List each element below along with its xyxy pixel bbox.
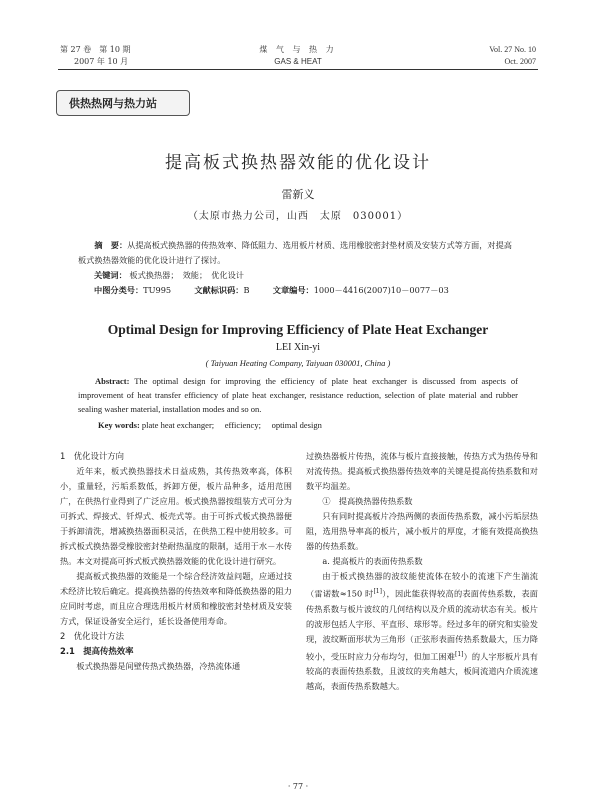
volume-issue-en: Vol. 27 No. 10: [489, 45, 536, 54]
journal-name-cn: 煤 气 与 热 力: [259, 45, 337, 54]
subheading-item-1: ① 提高换热器传热系数: [322, 496, 413, 506]
keywords-en: [98, 418, 518, 432]
paragraph: 只有同时提高板片冷热两侧的表面传热系数，减小污垢层热阻，选用热导率高的板片，减小板片的厚度，才能有效提高换热器的传热系数。: [306, 511, 538, 551]
abstract-en-text: The optimal design for improving the efficiency of plate heat exchanger is discussed from aspects of improvement of heat transfer efficiency of plate heat exchanger, resistance reduction, selection of plate material and rubber sealing washer material, installation modes and so on.: [78, 376, 518, 414]
keywords-en-text: plate heat exchanger; efficiency; optimal design: [141, 420, 322, 430]
affiliation-cn: （太原市热力公司，山西 太原 030001）: [187, 211, 409, 222]
abstract-en-label: Abstract:: [95, 376, 130, 386]
text-run: ），因此能获得较高的表面传热系数，表面传热系数与板片波纹的几何结构以及介质的流动状态有关。板片的波形包括人字形、平直形、球形等。经过多年的研究和实验发现，波纹断面形状为三角形（正弦形表面传热系数最大，压力降较小，受压时应力分布均匀，但加工困难: [306, 588, 538, 662]
doc-code-value: B: [243, 285, 250, 295]
right-column: [306, 449, 538, 694]
article-no-value: 1000－4416(2007)10－0077－03: [313, 285, 449, 295]
abstract-en: [78, 374, 518, 416]
text-run: 由于板式换热器的波纹能使流体在较小的流速下产生湍流（雷诺数≈150 时: [306, 571, 538, 599]
page-number: · 77 ·: [287, 782, 309, 791]
section-heading-2: 2 优化设计方法: [60, 631, 124, 641]
abstract-cn: [78, 238, 518, 267]
article-no-label: 文章编号：: [272, 285, 314, 295]
keywords-cn-text: 板式换热器； 效能； 优化设计: [129, 270, 244, 280]
paragraph: 提高板式换热器的效能是一个综合经济效益问题，应通过技术经济比较后确定。提高换热器的传热效率和降低换热器的阻力应同时考虑，而且应合理选用板片材质和橡胶密封垫材质及安装方式，保证设备安全运行，延长设备使用寿命。: [60, 571, 292, 626]
paragraph: 板式换热器是间壁传热式换热器，冷热流体通: [76, 661, 241, 671]
citation-ref: [1]: [373, 588, 382, 595]
date-cn: 2007 年 10 月: [74, 57, 129, 66]
keywords-en-label: Key words:: [98, 420, 140, 430]
subheading-item-a: a. 提高板片的表面传热系数: [322, 556, 423, 566]
text-run: ）的人字形板片具有较高的表面传热系数，且波纹的夹角越大，板间流道内介质流速越高，表面传热系数越大。: [306, 651, 538, 692]
paragraph: 近年来，板式换热器技术日益成熟，其传热效率高，体积小，重量轻，污垢系数低，拆卸方便，板片品种多，适用范围广，在供热行业得到了广泛应用。板式换热器按组装方式可分为可拆式、焊接式、钎焊式、板壳式等。由于可拆式板式换热器便于拆卸清洗，增减换热器面积灵活，在供热工程中使用较多。可拆式板式换热器受橡胶密封垫耐热温度的限制，适用于水－水传热。本文对提高可拆式板式换热器效能的优化设计进行研究。: [60, 466, 292, 566]
title-en: Optimal Design for Improving Efficiency of Plate Heat Exchanger: [107, 322, 489, 337]
section-heading-1: 1 优化设计方向: [60, 451, 124, 461]
clc-label: 中图分类号：: [94, 285, 144, 295]
left-column: [60, 449, 292, 674]
header-rule: [58, 69, 538, 70]
keywords-cn: [94, 268, 514, 283]
classification-line: [94, 283, 524, 298]
author-en: LEI Xin-yi: [275, 342, 321, 353]
affiliation-en: ( Taiyuan Heating Company, Taiyuan 030001, China ): [205, 358, 391, 368]
journal-name-en: GAS & HEAT: [274, 57, 322, 66]
keywords-cn-label: 关键词：: [94, 270, 127, 280]
citation-ref: [1]: [454, 650, 464, 658]
subsection-heading-2-1: 2.1 提高传热效率: [60, 646, 134, 656]
section-badge: 供热热网与热力站: [56, 90, 190, 116]
volume-issue-cn: 第 27 卷 第 10 期: [60, 45, 131, 54]
paragraph: 过换热器板片传热，流体与板片直接接触，传热方式为热传导和对流传热。提高板式换热器传热效率的关键是提高传热系数和对数平均温差。: [306, 451, 538, 491]
paragraph: [306, 569, 538, 694]
date-en: Oct. 2007: [504, 57, 536, 66]
abstract-cn-label: 摘 要：: [94, 240, 128, 250]
author-cn: 雷新义: [281, 188, 315, 201]
title-cn: 提高板式换热器效能的优化设计: [165, 153, 431, 173]
doc-code-label: 文献标识码：: [194, 285, 244, 295]
abstract-cn-text: 从提高板式换热器的传热效率、降低阻力、选用板片材质、选用橡胶密封垫材质及安装方式等方面，对提高板式换热器效能的优化设计进行了探讨。: [78, 240, 512, 265]
clc-value: TU995: [143, 285, 172, 295]
